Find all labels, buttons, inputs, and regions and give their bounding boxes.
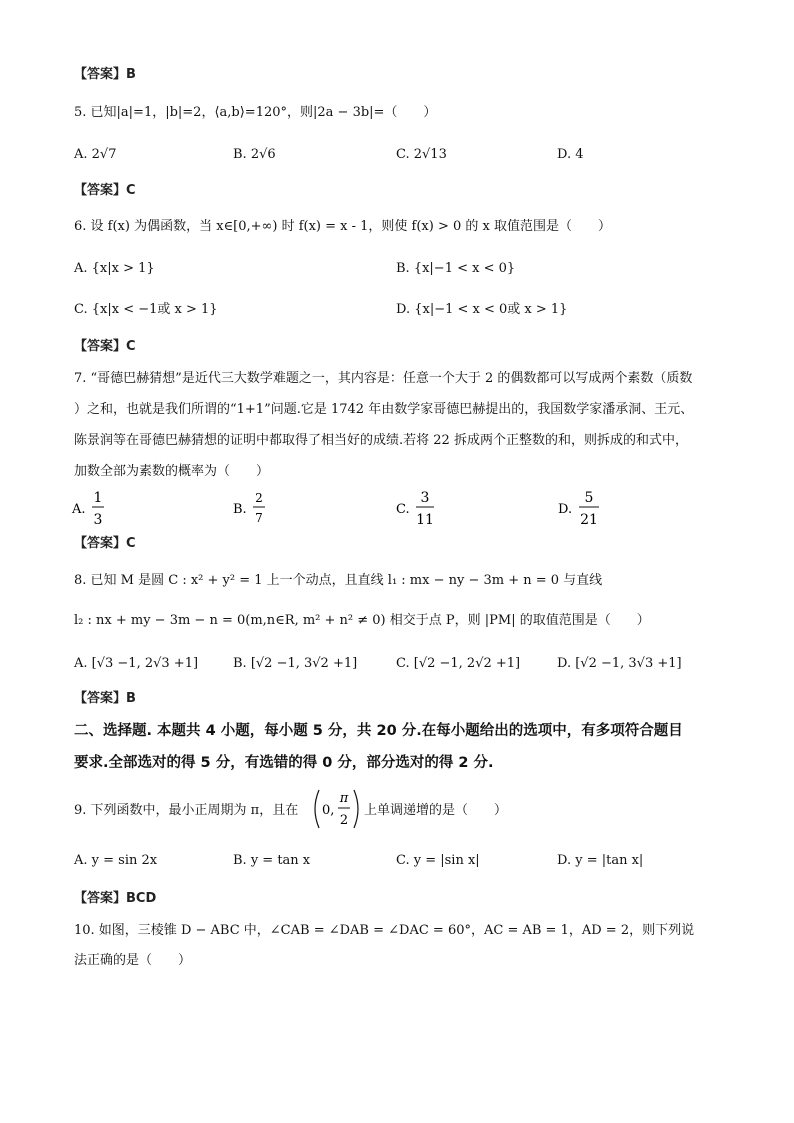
q7-option-a-denominator: 3 bbox=[93, 512, 103, 528]
q5-option-c: C. 2√13 bbox=[396, 147, 447, 162]
question-8-line-2: l₂ : nx + my − 3m − n = 0(m,n∈R, m² + n² ≠ 0) 相交于点 P，则 |PM| 的取值范围是（ ） bbox=[74, 613, 650, 628]
q7-option-b-numerator: 2 bbox=[255, 491, 263, 505]
answer-7 bbox=[74, 535, 136, 553]
q9-interval-left: 0, bbox=[322, 803, 335, 818]
question-7-line-4: 加数全部为素数的概率为（ ） bbox=[74, 464, 270, 479]
question-6-stem: 6. 设 f(x) 为偶函数，当 x∈[0,+∞) 时 f(x) = x - 1，则使 f(x) > 0 的 x 取值范围是（ ） bbox=[74, 219, 611, 234]
question-9-stem-end: 上单调递增的是（ ） bbox=[364, 803, 508, 818]
q9-interval-denominator: 2 bbox=[339, 813, 349, 828]
answer-5 bbox=[74, 182, 136, 200]
q5-option-b: B. 2√6 bbox=[233, 147, 276, 162]
q6-option-b: B. {x|−1 < x < 0} bbox=[396, 261, 516, 276]
answer-label: 【答案】C bbox=[74, 183, 136, 198]
q7-option-b-label: B. bbox=[233, 502, 247, 517]
question-7-line-2: ）之和，也就是我们所谓的“1+1”问题.它是 1742 年由数学家哥德巴赫提出的，我国数学家潘承洞、王元、 bbox=[74, 402, 694, 417]
q5-option-d: D. 4 bbox=[557, 147, 584, 162]
left-paren-icon bbox=[315, 790, 319, 828]
q7-option-b bbox=[233, 491, 265, 525]
q8-option-c: C. [√2 −1, 2√2 +1] bbox=[396, 656, 521, 671]
answer-label: 【答案】BCD bbox=[74, 891, 157, 906]
answer-label: 【答案】B bbox=[74, 67, 136, 82]
q7-option-d-label: D. bbox=[558, 502, 573, 517]
q8-option-d: D. [√2 −1, 3√3 +1] bbox=[557, 656, 682, 671]
question-7-line-1: 7. “哥德巴赫猜想”是近代三大数学难题之一，其内容是：任意一个大于 2 的偶数都可以写成两个素数（质数 bbox=[74, 371, 693, 386]
q7-options bbox=[70, 486, 710, 530]
answer-6 bbox=[74, 338, 136, 356]
q5-option-a: A. 2√7 bbox=[74, 147, 117, 162]
q7-option-b-denominator: 7 bbox=[255, 511, 263, 525]
question-7-line-3: 陈景润等在哥德巴赫猜想的证明中都取得了相当好的成绩.若将 22 拆成两个正整数的和，则拆成的和式中， bbox=[74, 433, 688, 448]
section-2-heading-line-2: 要求.全部选对的得 5 分，有选错的得 0 分，部分选对的得 2 分. bbox=[74, 755, 494, 771]
q8-option-a: A. [√3 −1, 2√3 +1] bbox=[74, 656, 199, 671]
q7-option-d-denominator: 21 bbox=[580, 512, 598, 528]
q6-option-c: C. {x|x < −1或 x > 1} bbox=[74, 302, 218, 317]
q7-option-d bbox=[558, 490, 599, 528]
q6-option-d: D. {x|−1 < x < 0或 x > 1} bbox=[396, 302, 568, 317]
q7-option-c-denominator: 11 bbox=[416, 512, 434, 528]
q9-interval-numerator: π bbox=[339, 791, 349, 806]
section-2-heading-line-1: 二、选择题. 本题共 4 小题，每小题 5 分，共 20 分.在每小题给出的选项中，有多项符合题目 bbox=[74, 723, 683, 739]
question-5-stem: 5. 已知|a|=1，|b|=2，⟨a,b⟩=120°，则|2a − 3b|=（ ） bbox=[74, 105, 437, 120]
question-9-stem-start: 9. 下列函数中，最小正周期为 π，且在 bbox=[74, 803, 299, 818]
q8-option-b: B. [√2 −1, 3√2 +1] bbox=[233, 656, 358, 671]
q6-option-a: A. {x|x > 1} bbox=[74, 261, 155, 276]
answer-8 bbox=[74, 690, 136, 708]
answer-label: 【答案】B bbox=[74, 691, 136, 706]
q7-option-c-numerator: 3 bbox=[420, 490, 430, 506]
q7-option-a-label: A. bbox=[72, 502, 86, 517]
answer-label: 【答案】C bbox=[74, 339, 136, 354]
question-10-line-1: 10. 如图，三棱锥 D − ABC 中，∠CAB = ∠DAB = ∠DAC = 60°，AC = AB = 1，AD = 2，则下列说 bbox=[74, 923, 695, 938]
answer-4 bbox=[74, 66, 136, 84]
q9-interval bbox=[310, 786, 364, 832]
question-8-line-1: 8. 已知 M 是圆 C : x² + y² = 1 上一个动点，且直线 l₁ : mx − ny − 3m + n = 0 与直线 bbox=[74, 573, 603, 588]
q9-option-c: C. y = |sin x| bbox=[396, 853, 480, 868]
q7-option-c bbox=[396, 490, 434, 528]
answer-label: 【答案】C bbox=[74, 536, 136, 551]
right-paren-icon bbox=[354, 790, 358, 828]
q9-option-b: B. y = tan x bbox=[233, 853, 311, 868]
q7-option-a bbox=[71, 490, 104, 528]
q7-option-c-label: C. bbox=[396, 502, 410, 517]
question-10-line-2: 法正确的是（ ） bbox=[74, 953, 192, 968]
answer-9 bbox=[74, 890, 156, 908]
q7-option-a-numerator: 1 bbox=[93, 490, 103, 506]
q9-option-d: D. y = |tan x| bbox=[557, 853, 644, 868]
q7-option-d-numerator: 5 bbox=[584, 490, 594, 506]
q9-option-a: A. y = sin 2x bbox=[74, 853, 158, 868]
